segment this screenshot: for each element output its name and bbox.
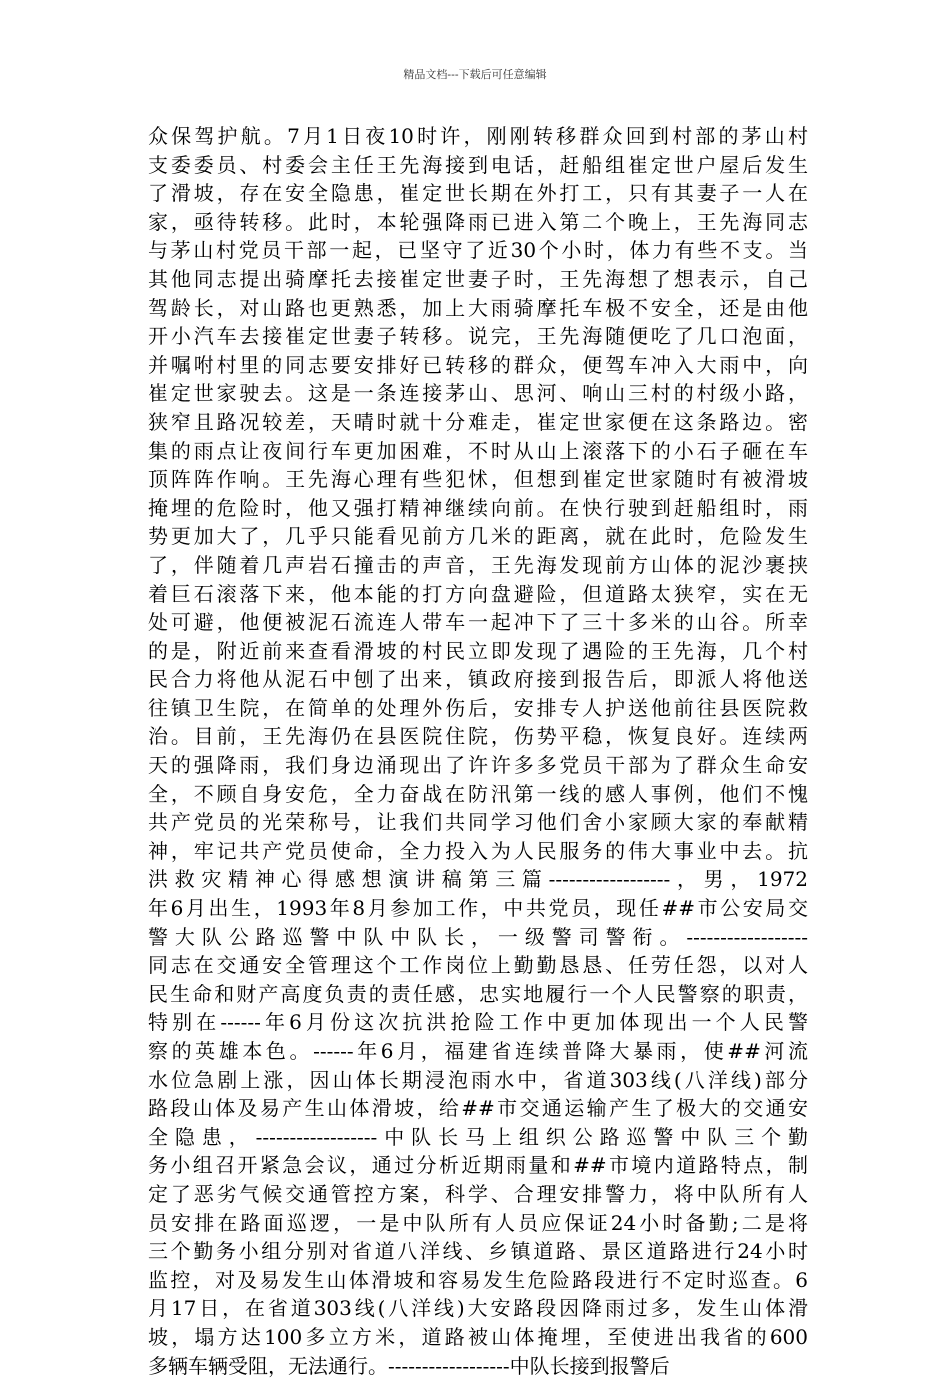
text-line: 治。目前，王先海仍在县医院住院，伤势平稳，恢复良好。连续两 <box>148 724 808 749</box>
text-line: 务小组召开紧急会议，通过分析近期雨量和##市境内道路特点，制 <box>148 1153 808 1178</box>
text-line: 神，牢记共产党员使命，全力投入为人民服务的伟大事业中去。抗 <box>148 838 808 863</box>
text-line: 同志在交通安全管理这个工作岗位上勤勤恳恳、任劳任怨，以对人 <box>148 953 808 978</box>
text-line: 了滑坡，存在安全隐患，崔定世长期在外打工，只有其妻子一人在 <box>148 181 808 206</box>
text-line: 驾龄长，对山路也更熟悉，加上大雨骑摩托车极不安全，还是由他 <box>148 295 808 320</box>
text-line: 特别在------年6月份这次抗洪抢险工作中更加体现出一个人民警 <box>148 1010 808 1035</box>
text-line: 开小汽车去接崔定世妻子转移。说完，王先海随便吃了几口泡面， <box>148 324 808 349</box>
text-line: 三个勤务小组分别对省道八洋线、乡镇道路、景区道路进行24小时 <box>148 1239 808 1264</box>
text-line: 并嘱咐村里的同志要安排好已转移的群众，便驾车冲入大雨中，向 <box>148 352 808 377</box>
text-line: 的是，附近前来查看滑坡的村民立即发现了遇险的王先海，几个村 <box>148 638 808 663</box>
text-line: 定了恶劣气候交通管控方案，科学、合理安排警力，将中队所有人 <box>148 1181 808 1206</box>
page-header: 精品文档---下载后可任意编辑 <box>403 68 547 81</box>
text-line: 崔定世家驶去。这是一条连接茅山、思河、响山三村的村级小路， <box>148 381 808 406</box>
text-line: 其他同志提出骑摩托去接崔定世妻子时，王先海想了想表示，自己 <box>148 266 808 291</box>
text-line: 众保驾护航。7月1日夜10时许，刚刚转移群众回到村部的茅山村 <box>148 124 808 148</box>
text-line: 与茅山村党员干部一起，已坚守了近30个小时，体力有些不支。当 <box>148 238 808 263</box>
text-line: 民合力将他从泥石中刨了出来，镇政府接到报告后，即派人将他送 <box>148 667 808 692</box>
text-line: 势更加大了，几乎只能看见前方几米的距离，就在此时，危险发生 <box>148 524 808 549</box>
text-line: 天的强降雨，我们身边涌现出了许许多多党员干部为了群众生命安 <box>148 753 808 778</box>
text-line: 着巨石滚落下来，他本能的打方向盘避险，但道路太狭窄，实在无 <box>148 581 808 606</box>
text-line: 路段山体及易产生山体滑坡，给##市交通运输产生了极大的交通安 <box>148 1096 808 1121</box>
text-line: 洪救灾精神心得感想演讲稿第三篇------------------，男，1972 <box>148 867 808 892</box>
text-line: 坡，塌方达100多立方米，道路被山体掩埋，至使进出我省的600 <box>148 1324 808 1349</box>
text-line: 察的英雄本色。------年6月，福建省连续普降大暴雨，使##河流 <box>148 1039 808 1063</box>
text-line: 多辆车辆受阻，无法通行。------------------中队长接到报警后 <box>148 1353 670 1378</box>
text-line: 顶阵阵作响。王先海心理有些犯怵，但想到崔定世家随时有被滑坡 <box>148 467 808 492</box>
text-line: 狭窄且路况较差，天晴时就十分难走，崔定世家便在这条路边。密 <box>148 409 808 434</box>
text-line: 警大队公路巡警中队中队长，一级警司警衔。------------------ <box>148 924 808 949</box>
text-line: 往镇卫生院，在简单的处理外伤后，安排专人护送他前往县医院救 <box>148 695 808 720</box>
text-line: 员安排在路面巡逻，一是中队所有人员应保证24小时备勤;二是将 <box>148 1210 808 1235</box>
text-line: 全，不顾自身安危，全力奋战在防汛第一线的感人事例，他们不愧 <box>148 781 808 806</box>
text-line: 共产党员的光荣称号，让我们共同学习他们舍小家顾大家的奉献精 <box>148 810 808 835</box>
text-line: 家，亟待转移。此时，本轮强降雨已进入第二个晚上，王先海同志 <box>148 209 808 234</box>
text-line: 掩埋的危险时，他又强打精神继续向前。在快行驶到赶船组时，雨 <box>148 495 808 520</box>
text-line: 全隐患，------------------中队长马上组织公路巡警中队三个勤 <box>148 1124 808 1149</box>
body-text <box>148 122 808 1380</box>
text-line: 集的雨点让夜间行车更加困难，不时从山上滚落下的小石子砸在车 <box>148 438 808 463</box>
text-line: 年6月出生，1993年8月参加工作，中共党员，现任##市公安局交 <box>148 896 808 921</box>
text-line: 水位急剧上涨，因山体长期浸泡雨水中，省道303线(八洋线)部分 <box>148 1067 808 1092</box>
text-line: 民生命和财产高度负责的责任感，忠实地履行一个人民警察的职责， <box>148 981 808 1006</box>
text-line: 月17日，在省道303线(八洋线)大安路段因降雨过多，发生山体滑 <box>148 1296 808 1321</box>
text-line: 支委委员、村委会主任王先海接到电话，赶船组崔定世户屋后发生 <box>148 152 808 177</box>
text-line: 监控，对及易发生山体滑坡和容易发生危险路段进行不定时巡查。6 <box>148 1267 808 1292</box>
text-line: 处可避，他便被泥石流连人带车一起冲下了三十多米的山谷。所幸 <box>148 610 808 635</box>
text-line: 了，伴随着几声岩石撞击的声音，王先海发现前方山体的泥沙裹挟 <box>148 552 808 577</box>
